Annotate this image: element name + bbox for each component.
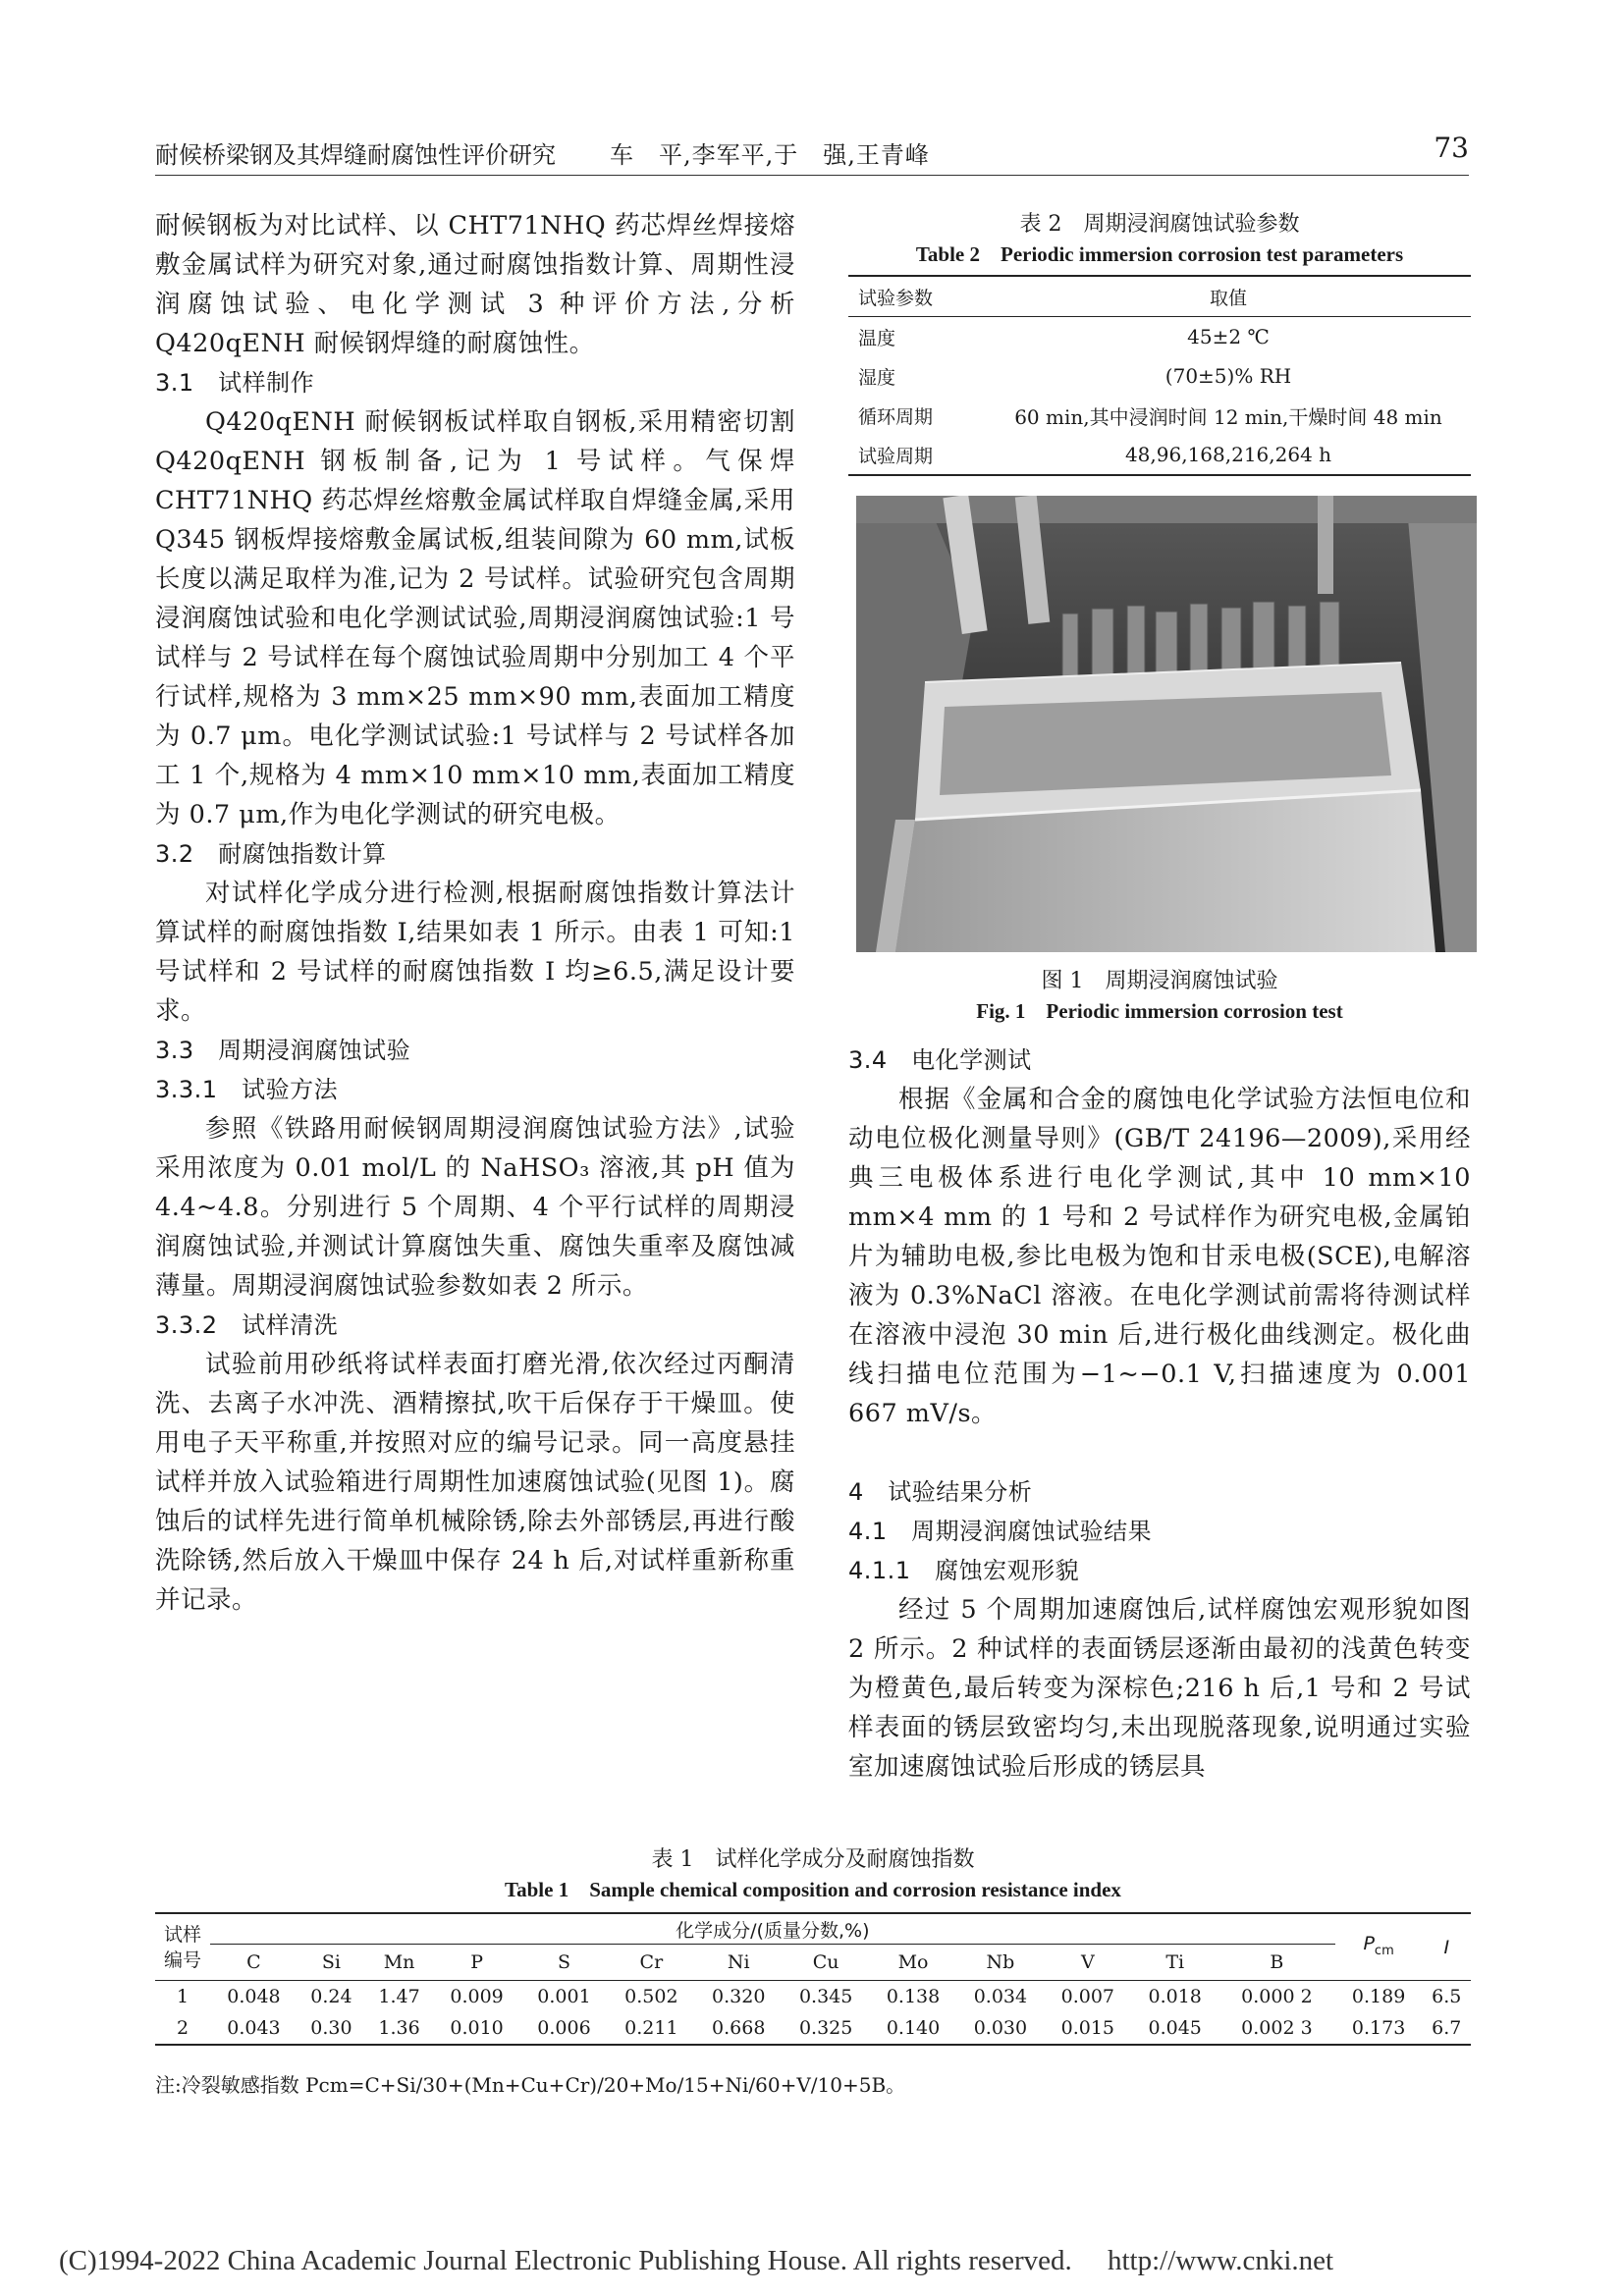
figure1-caption-en: Fig. 1 Periodic immersion corrosion test [976, 999, 1343, 1023]
table2-caption [848, 210, 1471, 269]
figure1-caption-cn: 图 1 周期浸润腐蚀试验 [1041, 969, 1278, 993]
table1-element-header: S [520, 1945, 608, 1981]
table1-header-pcm: $P_{cm}$ [1335, 1913, 1423, 1981]
table2-cell: 45±2 ℃ [1187, 325, 1270, 348]
paragraph-electrochemical-test: 根据《金属和合金的腐蚀电化学试验方法恒电位和动电位极化测量导则》(GB/T 24196—2009),采用经典三电极体系进行电化学测试,其中 10 mm×10 mm×4 mm 的 1 号和 2 号试样作为研究电极,金属铂片为辅助电极,参比电极为饱和甘汞电极(SCE),电解溶液为 0.3%NaCl 溶液。在电化学测试前需将待测试样在溶液中浸泡 30 min 后,进行极化曲线测定。极化曲线扫描电位范围为−1~−0.1 V,扫描速度为 0.001 667 mV/s。 [848, 1085, 1471, 1428]
table1-cell: 0.048 [227, 1986, 281, 2007]
table1-element-header: B [1218, 1945, 1335, 1981]
paragraph-macro-morphology: 经过 5 个周期加速腐蚀后,试样腐蚀宏观形貌如图 2 所示。2 种试样的表面锈层逐渐由最初的浅黄色转变为橙黄色,最后转变为深棕色;216 h 后,1 号和 2 号试样表面的锈层致密均匀,未出现脱落现象,说明通过实验室加速腐蚀试验后形成的锈层具 [848, 1595, 1471, 1782]
figure1-photo [856, 496, 1477, 952]
section-heading-4: 4 试验结果分析 [848, 1478, 1033, 1506]
table1-caption-cn: 表 1 试样化学成分及耐腐蚀指数 [651, 1847, 975, 1872]
table1-element-header: Ni [695, 1945, 783, 1981]
table2-caption-cn: 表 2 周期浸润腐蚀试验参数 [1019, 212, 1300, 237]
table1-header-row [155, 1913, 1471, 1945]
paragraph-sample-prep: Q420qENH 耐候钢板试样取自钢板,采用精密切割 Q420qENH 钢板制备,记为 1 号试样。气保焊 CHT71NHQ 药芯焊丝熔敷金属试样取自焊缝金属,采用 Q345 钢板焊接熔敷金属试板,组装间隙为 60 mm,试板长度以满足取样为准,记为 2 号试样。试验研究包含周期浸润腐蚀试验和电化学测试试验,周期浸润腐蚀试验:1 号试样与 2 号试样在每个腐蚀试验周期中分别加工 4 个平行试样,规格为 3 mm×25 mm×90 mm,表面加工精度为 0.7 μm。电化学测试试验:1 号试样与 2 号试样各加工 1 个,规格为 4 mm×10 mm×10 mm,表面加工精度为 0.7 μm,作为电化学测试的研究电极。 [155, 407, 795, 829]
table1-cell: 0.007 [1060, 1986, 1115, 2007]
table2-cell: 48,96,168,216,264 h [986, 435, 1471, 475]
table1-element-header: Nb [956, 1945, 1044, 1981]
table1-element-row [155, 1945, 1471, 1981]
table1-header-index: I [1423, 1913, 1471, 1981]
section-heading-4-1-1: 4.1.1 腐蚀宏观形貌 [848, 1557, 1080, 1584]
figure1-caption [848, 967, 1471, 1026]
table2-cell: 温度 [858, 327, 896, 349]
table2-cell: 60 min,其中浸润时间 12 min,干燥时间 48 min [1014, 404, 1442, 429]
paragraph-intro-tail: 耐候钢板为对比试样、以 CHT71NHQ 药芯焊丝焊接熔敷金属试样为研究对象,通过耐腐蚀指数计算、周期性浸润腐蚀试验、电化学测试 3 种评价方法,分析 Q420qENH 耐候钢焊缝的耐腐蚀性。 [155, 211, 795, 358]
header-rule [155, 175, 1469, 176]
table2-cell: 试验周期 [848, 435, 986, 475]
table1-element-header: P [433, 1945, 520, 1981]
paragraph-test-method: 参照《铁路用耐候钢周期浸润腐蚀试验方法》,试验采用浓度为 0.01 mol/L 的 NaHSO₃ 溶液,其 pH 值为 4.4~4.8。分别进行 5 个周期、4 个平行试样的周期浸润腐蚀试验,并测试计算腐蚀失重、腐蚀失重率及腐蚀减薄量。周期浸润腐蚀试验参数如表 2 所示。 [155, 1114, 795, 1301]
table1-element-header: Cr [608, 1945, 695, 1981]
table2-header-param: 试验参数 [848, 276, 986, 317]
table1-cell: 0.668 [695, 2012, 783, 2045]
table2-cell: 湿度 [858, 366, 896, 389]
table1-element-header: Si [298, 1945, 365, 1981]
section-heading-4-1: 4.1 周期浸润腐蚀试验结果 [848, 1518, 1153, 1545]
table1-header-sample: 试样编号 [155, 1913, 210, 1981]
right-column [848, 1041, 1471, 1787]
table1 [155, 1912, 1471, 2046]
table1-cell: 0.24 [310, 1986, 352, 2007]
section-heading-3-2: 3.2 耐腐蚀指数计算 [155, 840, 387, 868]
copyright-footer: (C)1994-2022 China Academic Journal Electronic Publishing House. All rights reserved. http://www.cnki.net [59, 2245, 1334, 2276]
table2-row [848, 356, 1471, 396]
section-heading-3-4: 3.4 电化学测试 [848, 1046, 1032, 1074]
table2-header-row [848, 276, 1471, 317]
section-heading-3-3-1: 3.3.1 试验方法 [155, 1076, 339, 1103]
table1-element-header: V [1044, 1945, 1131, 1981]
table1-cell: 0.009 [450, 1986, 504, 2007]
table1-cell: 1.47 [378, 1986, 420, 2007]
table2-caption-en: Table 2 Periodic immersion corrosion test parameters [915, 242, 1404, 266]
table1-caption [155, 1845, 1471, 1904]
table1-cell: 0.001 [537, 1986, 591, 2007]
table1-cell: 0.320 [712, 1986, 766, 2007]
table1-cell: 0.173 [1335, 2012, 1423, 2045]
table1-element-header: C [210, 1945, 298, 1981]
paragraph-sample-cleaning: 试验前用砂纸将试样表面打磨光滑,依次经过丙酮清洗、去离子水冲洗、酒精擦拭,吹干后保存于干燥皿。使用电子天平称重,并按照对应的编号记录。同一高度悬挂试样并放入试验箱进行周期性加速腐蚀试验(见图 1)。腐蚀后的试样先进行简单机械除锈,除去外部锈层,再进行酸洗除锈,然后放入干燥皿中保存 24 h 后,对试样重新称重并记录。 [155, 1350, 795, 1615]
table1-element-header: Ti [1131, 1945, 1218, 1981]
table1-cell: 0.138 [886, 1986, 941, 2007]
running-title: 耐候桥梁钢及其焊缝耐腐蚀性评价研究 [155, 141, 556, 169]
table2 [848, 275, 1471, 476]
table1-cell: 0.034 [973, 1986, 1028, 2007]
table1-cell: 0.030 [956, 2012, 1044, 2045]
table1-cell: 0.018 [1148, 1986, 1202, 2007]
table1-cell: 6.7 [1423, 2012, 1471, 2045]
table1-cell: 0.30 [298, 2012, 365, 2045]
table1-element-header: Cu [783, 1945, 870, 1981]
table1-cell: 6.5 [1432, 1986, 1462, 2007]
table2-row [848, 396, 1471, 435]
section-heading-3-3: 3.3 周期浸润腐蚀试验 [155, 1037, 411, 1064]
table1-cell: 0.502 [624, 1986, 678, 2007]
table2-row [848, 435, 1471, 475]
running-header [155, 132, 1469, 171]
table1-cell: 1.36 [365, 2012, 433, 2045]
table1-cell: 0.045 [1131, 2012, 1218, 2045]
table1-element-header: Mo [870, 1945, 957, 1981]
table1-cell: 0.325 [783, 2012, 870, 2045]
page-number: 73 [1434, 132, 1469, 164]
table1-row [155, 1981, 1471, 2013]
table1-caption-en: Table 1 Sample chemical composition and corrosion resistance index [505, 1878, 1121, 1901]
section-heading-3-1: 3.1 试样制作 [155, 369, 315, 397]
table1-cell: 0.006 [520, 2012, 608, 2045]
table2-cell: (70±5)% RH [1164, 364, 1292, 388]
table1-cell: 0.345 [798, 1986, 853, 2007]
table1-cell: 0.002 3 [1218, 2012, 1335, 2045]
table1-cell: 0.189 [1351, 1986, 1406, 2007]
table1-element-header: Mn [365, 1945, 433, 1981]
table1-cell: 0.000 2 [1241, 1986, 1313, 2007]
table2-row [848, 317, 1471, 357]
table1-cell: 0.140 [870, 2012, 957, 2045]
table2-cell: 循环周期 [858, 405, 934, 428]
table1-cell: 1 [176, 1986, 189, 2007]
spacer [848, 1433, 1471, 1472]
running-authors: 车 平,李军平,于 强,王青峰 [610, 141, 930, 169]
table2-header-value: 取值 [986, 276, 1471, 317]
table1-note: 注:冷裂敏感指数 Pcm=C+Si/30+(Mn+Cu+Cr)/20+Mo/15+Ni/60+V/10+5B。 [155, 2073, 906, 2097]
table1-header-composition: 化学成分/(质量分数,%) [210, 1913, 1335, 1945]
table1-cell: 0.043 [210, 2012, 298, 2045]
left-column [155, 206, 795, 1620]
table1-cell: 0.010 [433, 2012, 520, 2045]
table1-cell: 0.015 [1044, 2012, 1131, 2045]
table1-cell: 2 [155, 2012, 210, 2045]
section-heading-3-3-2: 3.3.2 试样清洗 [155, 1311, 339, 1339]
table1-row [155, 2012, 1471, 2045]
table1-cell: 0.211 [608, 2012, 695, 2045]
paragraph-corrosion-index: 对试样化学成分进行检测,根据耐腐蚀指数计算法计算试样的耐腐蚀指数 I,结果如表 1 所示。由表 1 可知:1 号试样和 2 号试样的耐腐蚀指数 I 均≥6.5,满足设计要求。 [155, 879, 795, 1026]
